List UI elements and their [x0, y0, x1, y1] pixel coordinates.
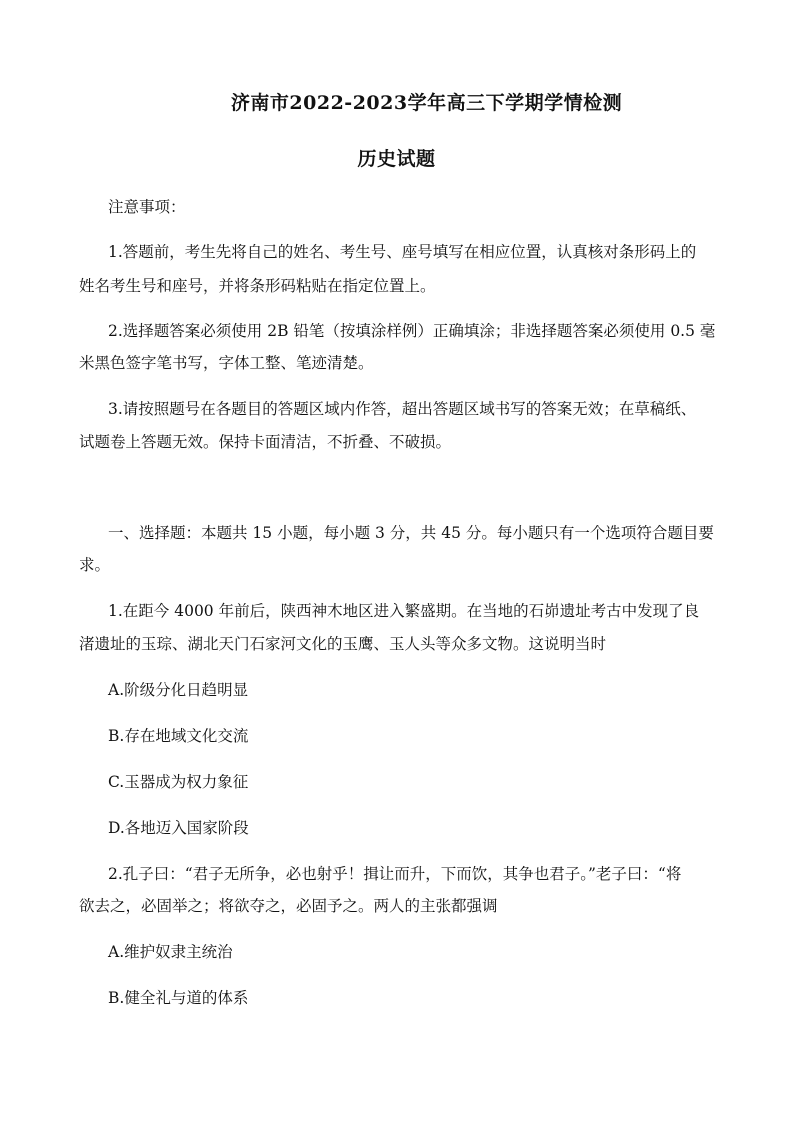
notice-1-line1: 1.答题前，考生先将自己的姓名、考生号、座号填写在相应位置，认真核对条形码上的 — [108, 243, 697, 261]
question-2-option-a: A.维护奴隶主统治 — [108, 943, 233, 961]
question-2-option-b: B.健全礼与道的体系 — [108, 989, 249, 1007]
question-2-line2: 欲去之，必固举之；将欲夺之，必固予之。两人的主张都强调 — [79, 897, 498, 915]
question-1-line1: 1.在距今 4000 年前后，陕西神木地区进入繁盛期。在当地的石峁遗址考古中发现了良 — [108, 602, 700, 620]
notice-3-line2: 试题卷上答题无效。保持卡面清洁，不折叠、不破损。 — [79, 433, 452, 451]
section-heading-line1: 一、选择题：本题共 15 小题，每小题 3 分，共 45 分。每小题只有一个选项符合题目要 — [108, 524, 714, 542]
question-1-option-a: A.阶级分化日趋明显 — [108, 681, 249, 699]
exam-subject: 历史试题 — [357, 148, 436, 170]
notice-1-line2: 姓名考生号和座号，并将条形码粘贴在指定位置上。 — [79, 277, 436, 295]
notice-2-line2: 米黑色签字笔书写，字体工整、笔迹清楚。 — [79, 354, 374, 372]
notice-3-line1: 3.请按照题号在各题目的答题区域内作答，超出答题区域书写的答案无效；在草稿纸、 — [108, 400, 697, 418]
question-2-line1: 2.孔子曰：“君子无所争，必也射乎！揖让而升，下而饮，其争也君子。”老子曰：“将 — [108, 865, 682, 883]
section-heading-line2: 求。 — [79, 556, 111, 574]
question-1-option-d: D.各地迈入国家阶段 — [108, 819, 249, 837]
notice-heading: 注意事项： — [108, 198, 186, 216]
question-1-line2: 渚遗址的玉琮、湖北天门石家河文化的玉鹰、玉人头等众多文物。这说明当时 — [79, 635, 607, 653]
question-1-option-c: C.玉器成为权力象征 — [108, 773, 249, 791]
notice-2-line1: 2.选择题答案必须使用 2B 铅笔（按填涂样例）正确填涂；非选择题答案必须使用 0.5 毫 — [108, 322, 716, 340]
question-1-option-b: B.存在地域文化交流 — [108, 727, 249, 745]
exam-title: 济南市2022-2023学年高三下学期学情检测 — [230, 92, 623, 114]
